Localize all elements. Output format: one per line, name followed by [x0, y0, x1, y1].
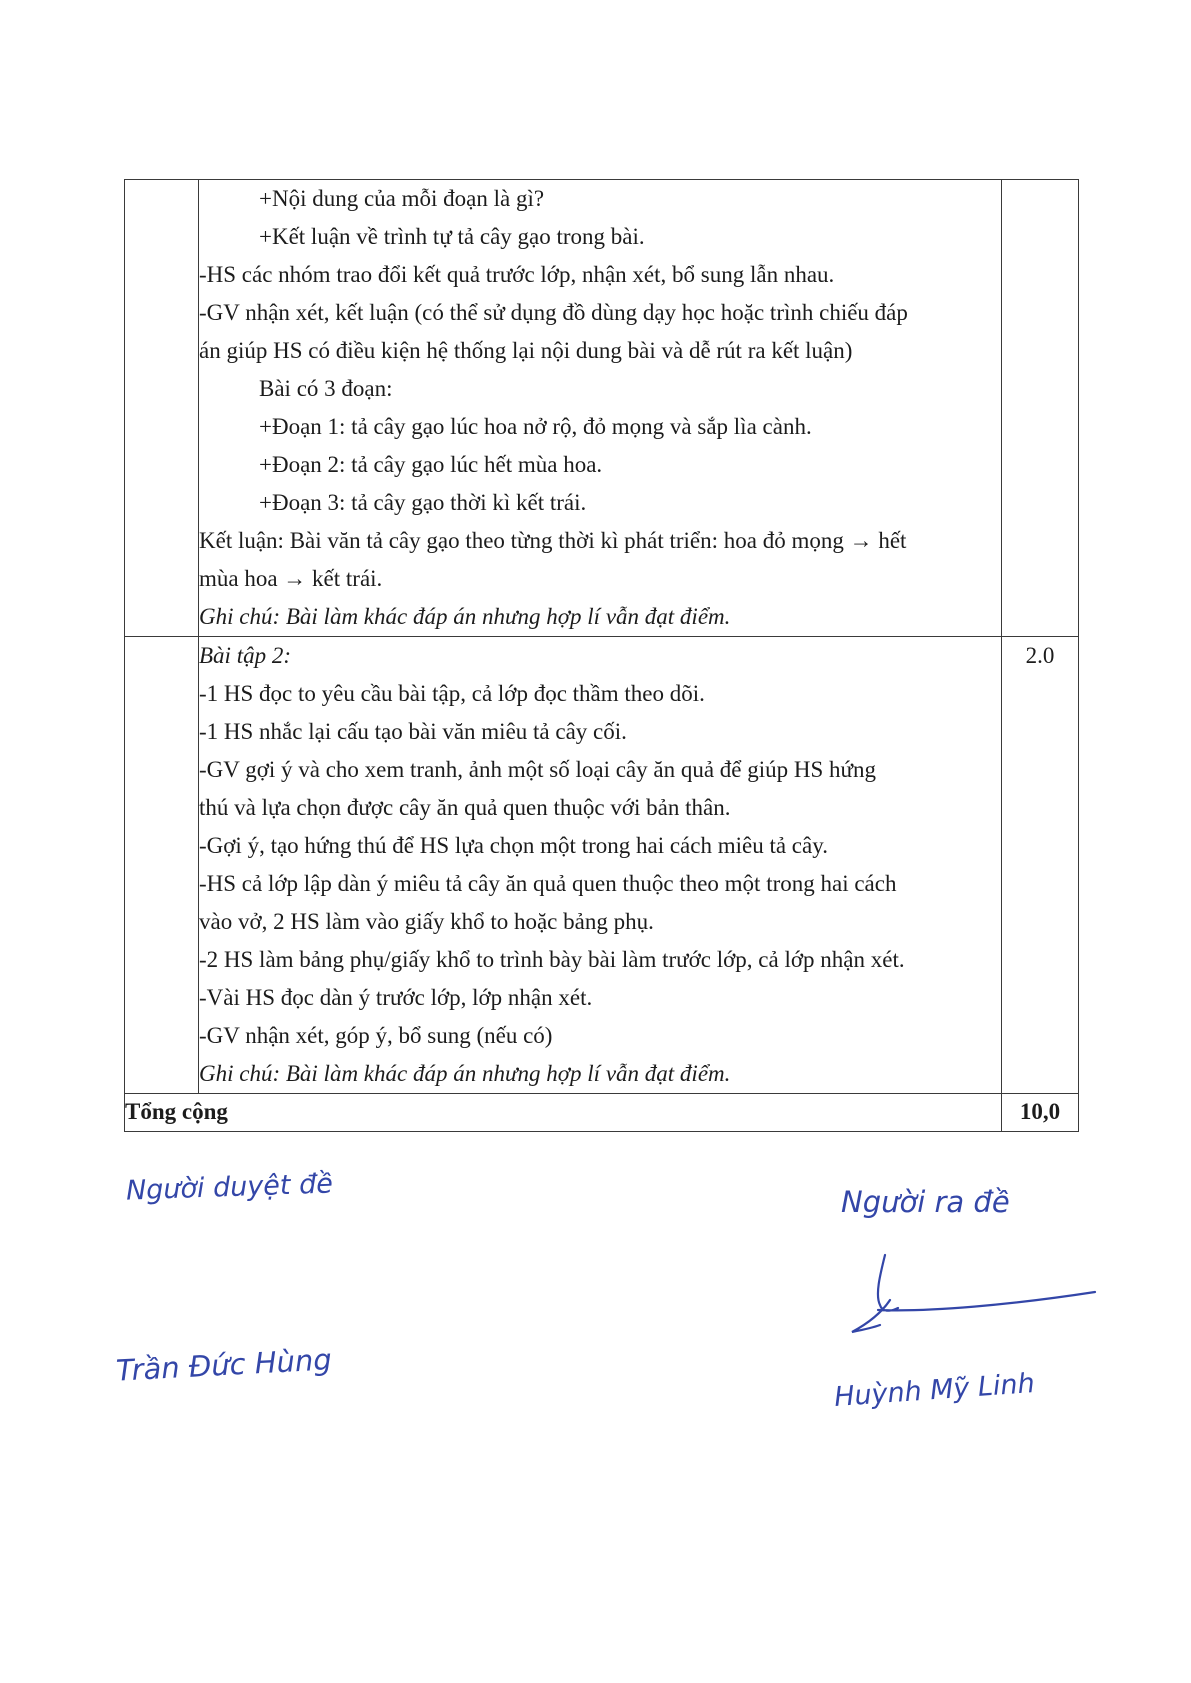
total-row: [125, 1094, 1079, 1132]
content-line: mùa hoa → kết trái.: [199, 566, 383, 591]
content-line: thú và lựa chọn được cây ăn quả quen thuộc với bản thân.: [199, 795, 731, 820]
content-line: +Nội dung của mỗi đoạn là gì?: [259, 186, 545, 211]
content-lines: [199, 180, 1001, 636]
content-line: +Đoạn 2: tả cây gạo lúc hết mùa hoa.: [259, 452, 603, 477]
content-line: Bài có 3 đoạn:: [259, 376, 393, 401]
content-line: -2 HS làm bảng phụ/giấy khổ to trình bày bài làm trước lớp, cả lớp nhận xét.: [199, 947, 905, 972]
author-signature-mark: [850, 1250, 1100, 1344]
row-label-cell: [125, 637, 199, 1094]
total-score: 10,0: [1002, 1094, 1079, 1132]
content-line: vào vở, 2 HS làm vào giấy khổ to hoặc bảng phụ.: [199, 909, 654, 934]
approver-name-handwritten: Trần Đức Hùng: [115, 1342, 333, 1388]
content-line: +Đoạn 3: tả cây gạo thời kì kết trái.: [259, 490, 587, 515]
content-line: +Đoạn 1: tả cây gạo lúc hoa nở rộ, đỏ mọng và sắp lìa cành.: [259, 414, 812, 439]
content-cell: [199, 180, 1002, 637]
content-line: Bài tập 2:: [199, 643, 291, 668]
content-line: -GV gợi ý và cho xem tranh, ảnh một số loại cây ăn quả để giúp HS hứng: [199, 757, 877, 782]
content-line: -Vài HS đọc dàn ý trước lớp, lớp nhận xét.: [199, 985, 593, 1010]
grading-table: [124, 179, 1079, 1132]
content-line: -GV nhận xét, kết luận (có thể sử dụng đồ dùng dạy học hoặc trình chiếu đáp: [199, 300, 908, 325]
table-row: [125, 180, 1079, 637]
content-line: -1 HS nhắc lại cấu tạo bài văn miêu tả cây cối.: [199, 719, 627, 744]
note-line: Ghi chú: Bài làm khác đáp án nhưng hợp lí vẫn đạt điểm.: [199, 1061, 731, 1086]
content-line: -Gợi ý, tạo hứng thú để HS lựa chọn một trong hai cách miêu tả cây.: [199, 833, 828, 858]
content-lines: [199, 637, 1001, 1093]
note-line: Ghi chú: Bài làm khác đáp án nhưng hợp lí vẫn đạt điểm.: [199, 604, 731, 629]
table-row: [125, 637, 1079, 1094]
row-label-cell: [125, 180, 199, 637]
content-line: -HS các nhóm trao đổi kết quả trước lớp, nhận xét, bổ sung lẫn nhau.: [199, 262, 835, 287]
content-line: -GV nhận xét, góp ý, bổ sung (nếu có): [199, 1023, 553, 1048]
content-line: án giúp HS có điều kiện hệ thống lại nội dung bài và dễ rút ra kết luận): [199, 338, 853, 363]
content-line: -HS cả lớp lập dàn ý miêu tả cây ăn quả quen thuộc theo một trong hai cách: [199, 871, 897, 896]
score-cell: [1002, 180, 1079, 637]
content-line: -1 HS đọc to yêu cầu bài tập, cả lớp đọc thầm theo dõi.: [199, 681, 705, 706]
content-cell: [199, 637, 1002, 1094]
content-line: Kết luận: Bài văn tả cây gạo theo từng thời kì phát triển: hoa đỏ mọng → hết: [199, 528, 907, 553]
approver-title-handwritten: Người duyệt đề: [125, 1168, 334, 1207]
author-title-handwritten: Người ra đề: [841, 1185, 1010, 1219]
score-cell: 2.0: [1002, 637, 1079, 1094]
total-label: Tổng cộng: [125, 1094, 1002, 1132]
content-line: +Kết luận về trình tự tả cây gạo trong bài.: [259, 224, 645, 249]
author-name-handwritten: Huỳnh Mỹ Linh: [833, 1368, 1036, 1413]
